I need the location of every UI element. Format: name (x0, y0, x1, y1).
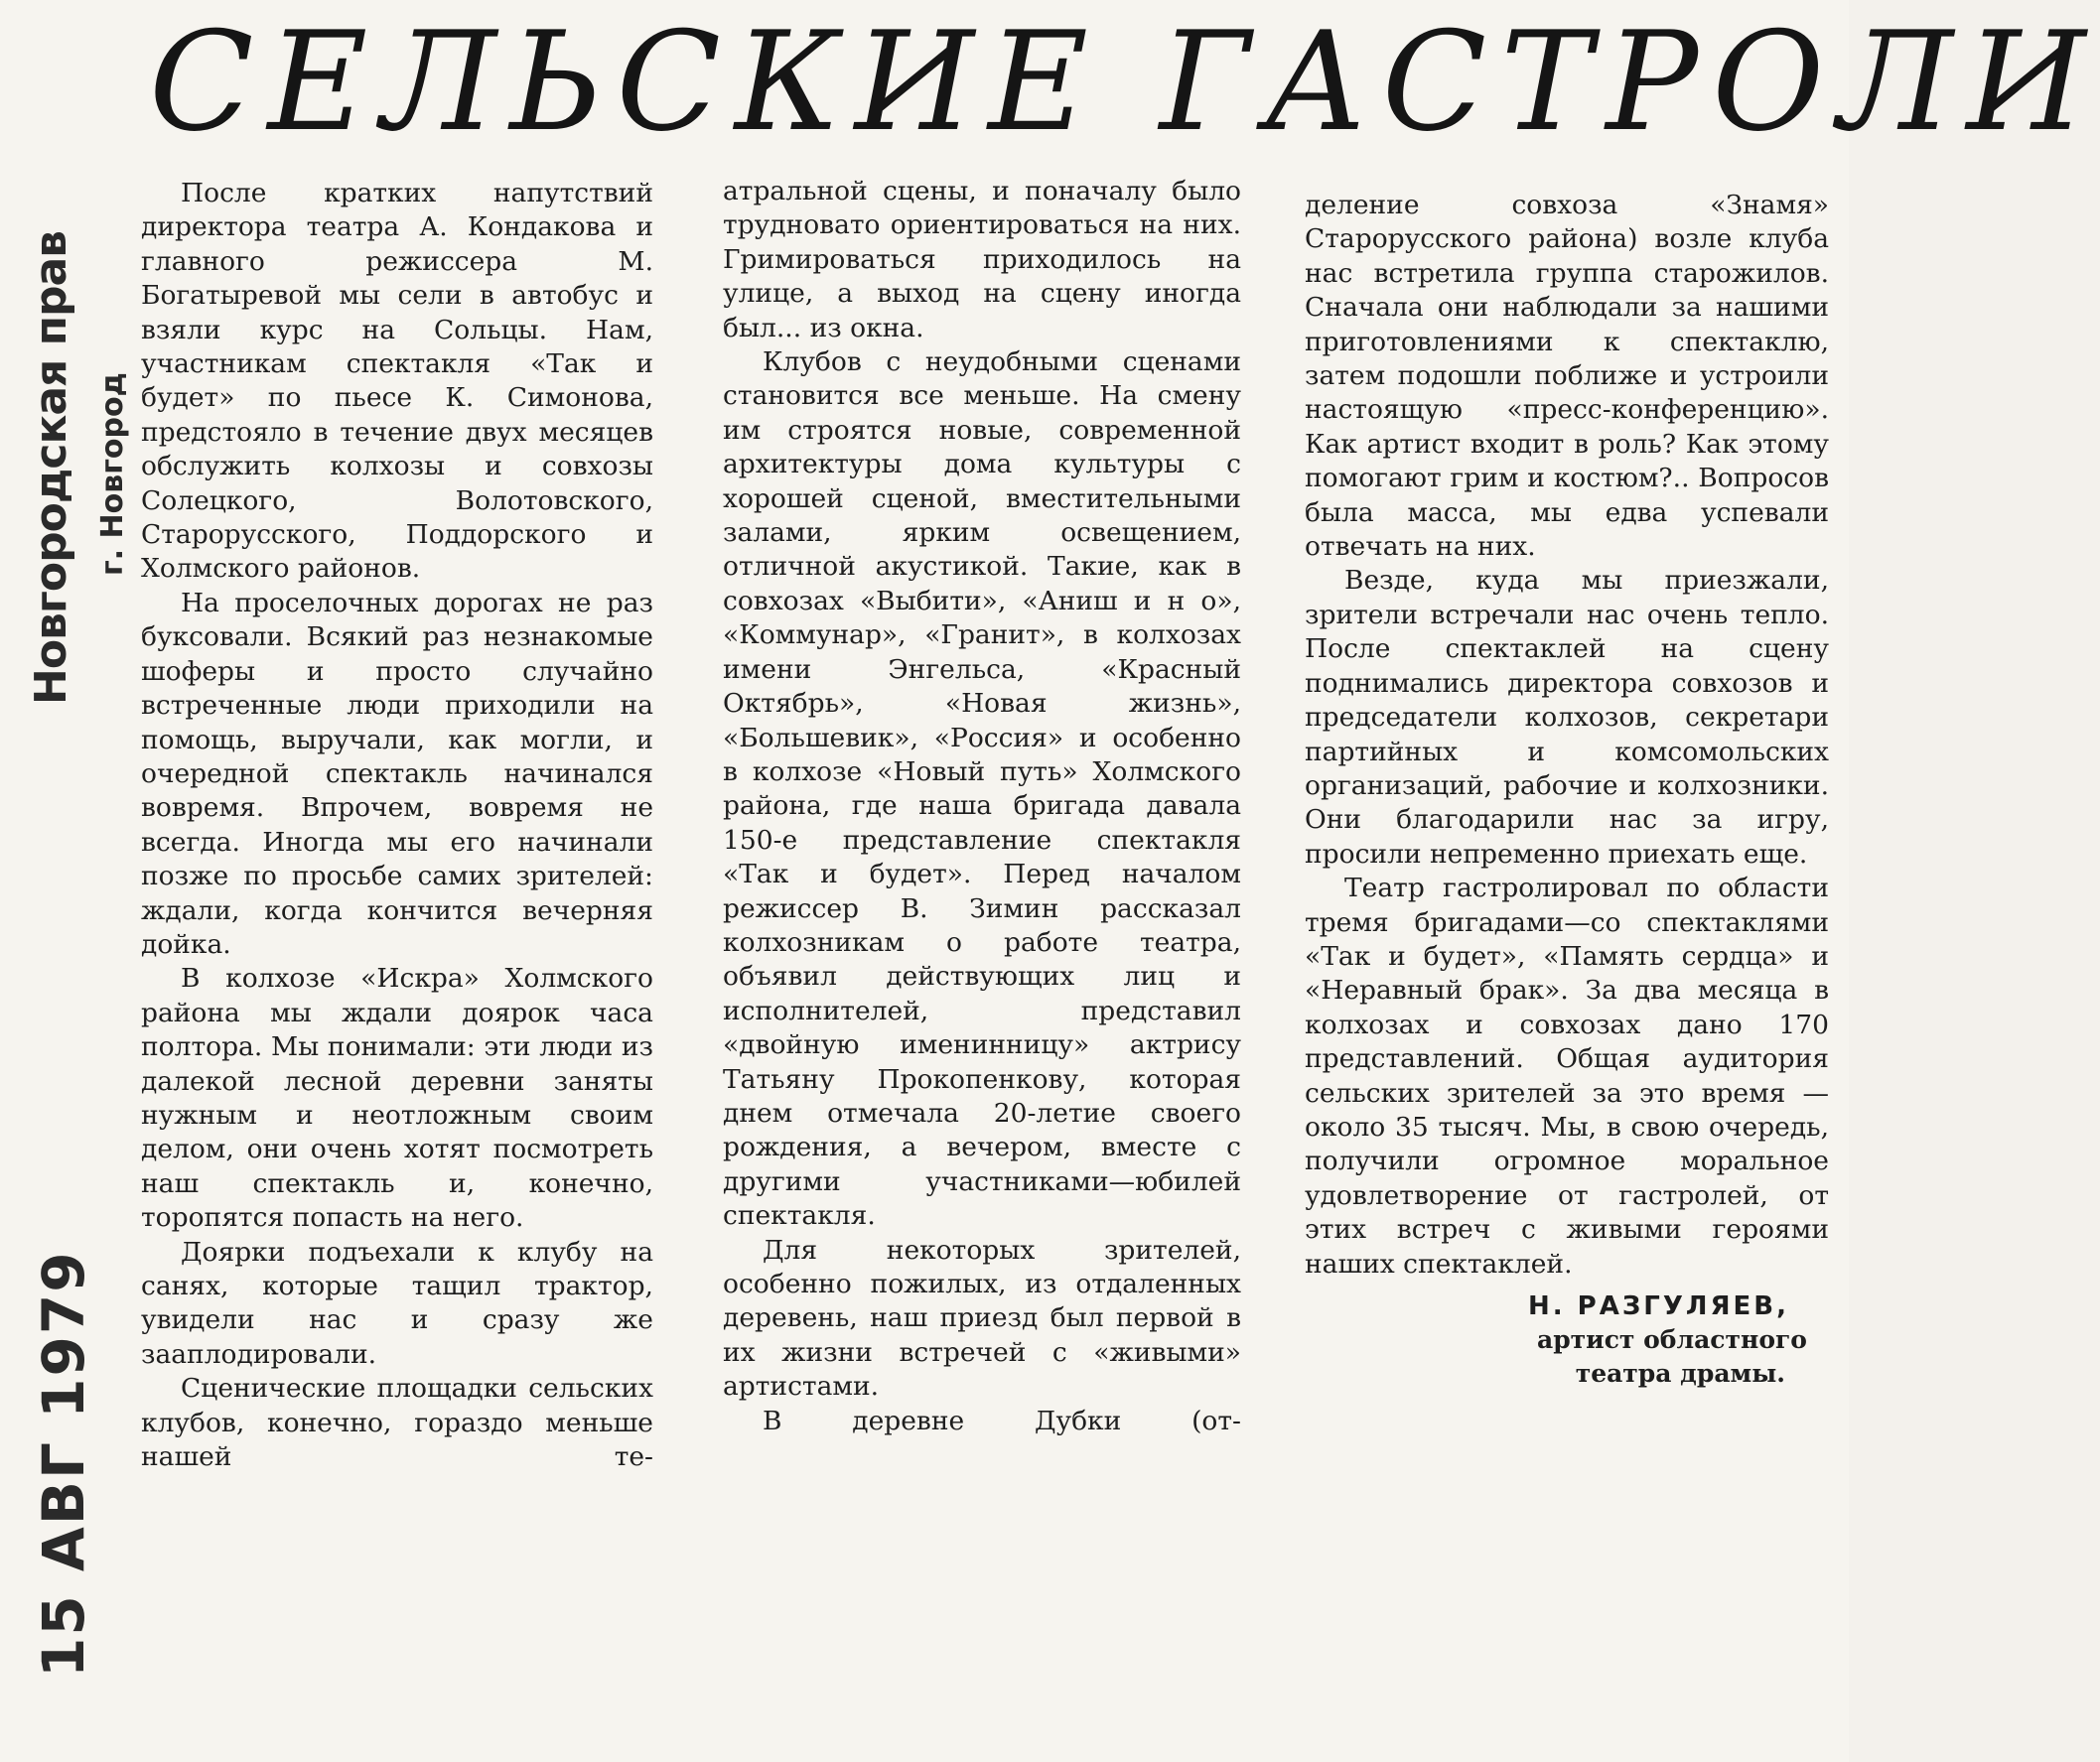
author-signature (1305, 1289, 1829, 1391)
newspaper-name: Новгородская прав (26, 230, 76, 705)
paragraph: Везде, куда мы приезжали, зрители встречали нас очень тепло. После спектаклей на сцену поднимались директора совхозов и председатели колхозов, секретари партийных и комсомольских организаций, рабочие и колхозники. Они благодарили нас за игру, просили непременно приехать еще. (1305, 565, 1829, 870)
paragraph: атральной сцены, и поначалу было трудновато ориентироваться на них. Гримироваться приходилось на улице, а выход на сцену иногда был... из окна. (723, 176, 1241, 343)
author-name: Н. РАЗГУЛЯЕВ, (1527, 1291, 1789, 1321)
article-headline: СЕЛЬСКИЕ ГАСТРОЛИ (149, 2, 2100, 162)
article-column-1 (141, 177, 653, 1474)
paragraph: Для некоторых зрителей, особенно пожилых, из отдаленных деревень, наш приезд был первой в их жизни встречей с «живыми» артистами. (723, 1234, 1241, 1403)
paragraph: Доярки подъехали к клубу на санях, которые тащил трактор, увидели нас и сразу же зааплодировали. (141, 1236, 653, 1370)
paragraph: Сценические площадки сельских клубов, конечно, гораздо меньше нашей те- (141, 1373, 653, 1473)
paragraph: Клубов с неудобными сценами становится все меньше. На смену им строятся новые, современной архитектуры дома культуры с хорошей сценой, вместительными залами, ярким освещением, отличной акустикой. Такие, как в совхозах «Выбити», «Аниш и н о», «Коммунар», «Гранит», в колхозах имени Энгельса, «Красный Октябрь», «Новая жизнь», «Большевик», «Россия» и особенно в колхозе «Новый путь» Холмского района, где наша бригада давала 150-е представление спектакля «Так и будет». Перед началом режиссер В. Зимин рассказал колхозникам о работе театра, объявил действующих лиц и исполнителей, представил «двойную именинницу» актрису Татьяну Прокопенкову, которая днем отмечала 20-летие своего рождения, а вечером, вместе с другими участниками—юбилей спектакля. (723, 346, 1241, 1232)
paragraph: деление совхоза «Знамя» Старорусского района) возле клуба нас встретила группа старожилов. Сначала они наблюдали за нашими приготовлениями к спектаклю, затем подошли поближе и устроили настоящую «пресс-конференцию». Как артист входит в роль? Как этому помогают грим и костюм?.. Вопросов была масса, мы едва успевали отвечать на них. (1305, 190, 1829, 563)
paragraph: На проселочных дорогах не раз буксовали. Всякий раз незнакомые шоферы и просто случайно встреченные люди приходили на помощь, выручали, как могли, и очередной спектакль начинался вовремя. Впрочем, вовремя не всегда. Иногда мы его начинали позже по просьбе самих зрителей: ждали, когда кончится вечерняя дойка. (141, 587, 653, 960)
paragraph: В деревне Дубки (от- (763, 1405, 1241, 1436)
paragraph: В колхозе «Искра» Холмского района мы ждали доярок часа полтора. Мы понимали: эти люди из далекой лесной деревни заняты нужным и неотложным своим делом, они очень хотят посмотреть наш спектакль и, конечно, торопятся попасть на него. (141, 963, 653, 1234)
article-column-3 (1305, 189, 1829, 1391)
city-name: г. Новгород (95, 372, 130, 576)
paragraph: Театр гастролировал по области тремя бригадами—со спектаклями «Так и будет», «Память сердца» и «Неравный брак». За два месяца в колхозах и совхозах дано 170 представлений. Общая аудитория сельских зрителей за это время — около 35 тысяч. Мы, в свою очередь, получили огромное моральное удовлетворение от гастролей, от этих встреч с живыми героями наших спектаклей. (1305, 873, 1829, 1280)
paragraph: После кратких напутствий директора театра А. Кондакова и главного режиссера М. Богатыревой мы сели в автобус и взяли курс на Сольцы. Нам, участникам спектакля «Так и будет» по пьесе К. Симонова, предстояло в течение двух месяцев обслужить колхозы и совхозы Солецкого, Волотовского, Старорусского, Поддорского и Холмского районов. (141, 178, 653, 585)
author-role: артист областного (1537, 1325, 1807, 1354)
publication-date: 15 АВГ 1979 (30, 1250, 97, 1678)
article-column-2 (723, 175, 1241, 1438)
archive-stamp (12, 139, 131, 1707)
author-role-theatre: театра драмы. (1575, 1359, 1785, 1388)
